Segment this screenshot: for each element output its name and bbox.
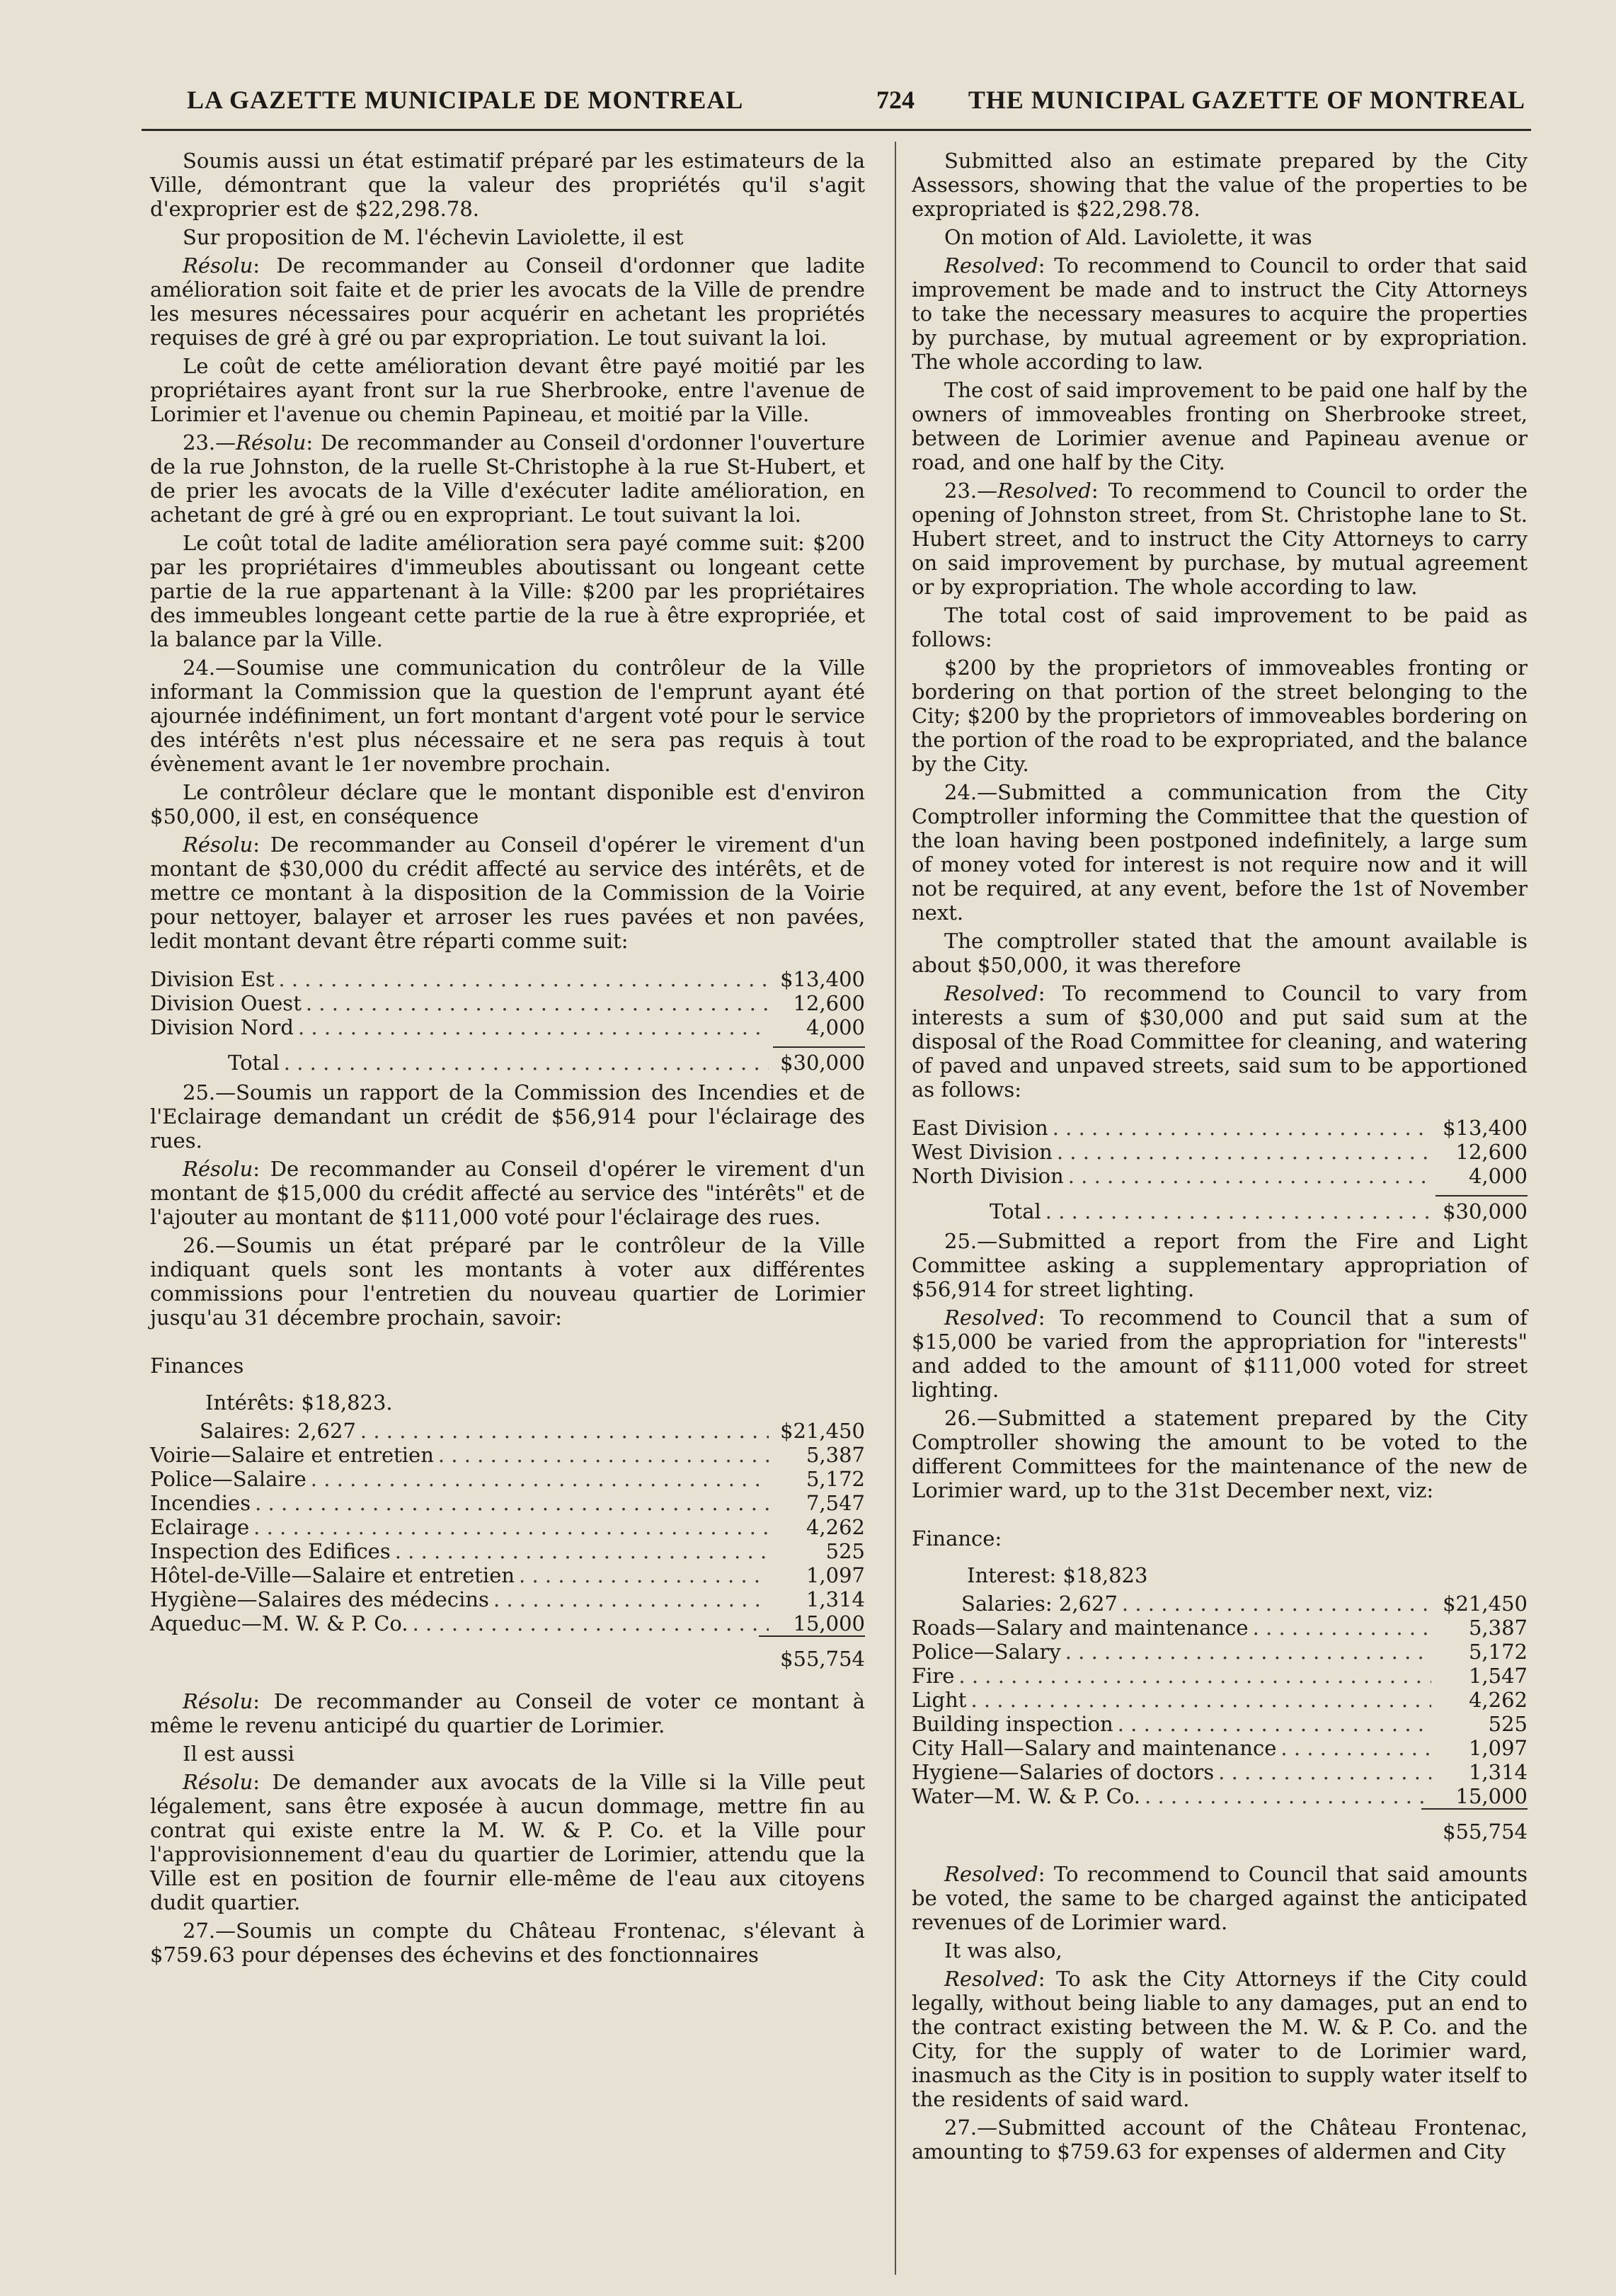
total-row: Total . . . $30,000 [912, 1195, 1528, 1219]
table-row: City Hall—Salary and maintenance . . . 1,097 [912, 1736, 1528, 1760]
resolution-label: Resolved [944, 1862, 1038, 1886]
paragraph: Résolu: De recommander au Conseil d'opérer le virement d'un montant de $15,000 du crédit affecté au service des "intérêts" et de l'ajouter au montant de $111,000 voté pour l'éclairage des rues. [150, 1157, 865, 1229]
grand-total: $55,754 [759, 1635, 865, 1671]
table-row: Hygiène—Salaires des médecins . . . 1,314 [150, 1587, 865, 1611]
paragraph: Le coût de cette amélioration devant être payé moitié par les propriétaires ayant front sur la rue Sherbrooke, entre l'avenue de Lorimier et l'avenue ou chemin Papineau, et moitié par la Ville. [150, 354, 865, 426]
paragraph: Resolved: To ask the City Attorneys if the City could legally, without being liable to any damages, put an end to the contract existing between the M. W. & P. Co. and the City, for the supply of water to de Lorimier ward, inasmuch as the City is in position to supply water itself to the residents of said ward. [912, 1967, 1528, 2111]
interest-line: Intérêts: $18,823. [205, 1390, 393, 1415]
column-divider [895, 142, 896, 2275]
paragraph: Soumis aussi un état estimatif préparé par les estimateurs de la Ville, démontrant que la valeur des propriétés qu'il s'agit d'exproprier est de $22,298.78. [150, 149, 865, 221]
table-row: Eclairage . . . 4,262 [150, 1515, 865, 1539]
table-row: East Division . . . $13,400 [912, 1116, 1528, 1140]
paragraph: Resolved: To recommend to Council to vary from interests a sum of $30,000 and put said sum at the disposal of the Road Committee for cleaning, and watering of paved and unpaved streets, said sum to be apportioned as follows: [912, 981, 1528, 1102]
paragraph: 27.—Submitted account of the Château Frontenac, amounting to $759.63 for expenses of aldermen and City [912, 2115, 1528, 2164]
header-title-english: THE MUNICIPAL GAZETTE OF MONTREAL [968, 86, 1525, 114]
table-row: Division Nord . . . 4,000 [150, 1015, 865, 1039]
paragraph: 24.—Submitted a communication from the City Comptroller informing the Committee that the question of the loan having been postponed indefinitely, a large sum of money voted for interest is not require now and it will not be required, at any event, before the 1st of November next. [912, 780, 1528, 925]
table-row: Roads—Salary and maintenance . . . 5,387 [912, 1616, 1528, 1640]
table-row: Water—M. W. & P. Co. . . . 15,000 [912, 1784, 1528, 1808]
resolution-label: Resolved [944, 1967, 1038, 1991]
table-row: Incendies . . . 7,547 [150, 1491, 865, 1515]
table-row: North Division . . . 4,000 [912, 1164, 1528, 1188]
table-row: Light . . . 4,262 [912, 1688, 1528, 1712]
table-row: Hôtel-de-Ville—Salaire et entretien . . . 1,097 [150, 1563, 865, 1587]
english-column [912, 149, 1528, 2168]
paragraph: The comptroller stated that the amount available is about $50,000, it was therefore [912, 929, 1528, 977]
paragraph: The cost of said improvement to be paid one half by the owners of immoveables fronting on Sherbrooke street, between de Lorimier avenue and Papineau avenue or road, and one half by the City. [912, 378, 1528, 474]
paragraph: Submitted also an estimate prepared by the City Assessors, showing that the value of the properties to be expropriated is $22,298.78. [912, 149, 1528, 221]
paragraph: $200 by the proprietors of immoveables fronting or bordering on that portion of the street belonging to the City; $200 by the proprietors of immoveables bordering on the portion of the road to be expropriated, and the balance by the City. [912, 656, 1528, 776]
resolution-label: Resolved [944, 981, 1038, 1005]
paragraph: Le coût total de ladite amélioration sera payé comme suit: $200 par les propriétaires d'immeubles aboutissant ou longeant cette partie de la rue appartenant à la Ville: $200 par les propriétaires des immeubles longeant cette partie de la rue à être expropriée, et la balance par la Ville. [150, 531, 865, 651]
resolution-label: Résolu [183, 1689, 253, 1713]
paragraph: It was also, [944, 1938, 1062, 1963]
paragraph: 24.—Soumise une communication du contrôleur de la Ville informant la Commission que la question de l'emprunt ayant été ajournée indéfiniment, un fort montant d'argent voté pour le service des intérêts n'est plus nécessaire et ne sera pas requis à tout évènement avant le 1er novembre prochain. [150, 656, 865, 776]
resolution-label: Résolu [183, 253, 253, 278]
paragraph: Résolu: De demander aux avocats de la Ville si la Ville peut légalement, sans être exposée à aucun dommage, mettre fin au contrat qui existe entre la M. W. & P. Co. et la Ville pour l'approvisionnement d'eau du quartier de Lorimier, attendu que la Ville est en position de fournir elle-même de l'eau aux citoyens dudit quartier. [150, 1770, 865, 1914]
table-row: Hygiene—Salaries of doctors . . . 1,314 [912, 1760, 1528, 1784]
paragraph: Resolved: To recommend to Council to order that said improvement be made and to instruct the City Attorneys to take the necessary measures to acquire the properties by purchase, by mutual agreement or by expropriation. The whole according to law. [912, 253, 1528, 374]
french-column [150, 149, 865, 1971]
paragraph: Resolved: To recommend to Council that a sum of $15,000 be varied from the appropriation for "interests" and added to the amount of $111,000 voted for street lighting. [912, 1306, 1528, 1402]
table-row: Division Ouest . . . 12,600 [150, 991, 865, 1015]
paragraph: 26.—Soumis un état préparé par le contrôleur de la Ville indiquant quels sont les montants à voter aux différentes commissions pour l'entretien du nouveau quartier de Lorimier jusqu'au 31 décembre prochain, savoir: [150, 1233, 865, 1330]
grand-total: $55,754 [1421, 1808, 1528, 1844]
resolution-label: Résolu [183, 1770, 253, 1794]
resolution-label: Résolu [183, 833, 253, 857]
paragraph: The total cost of said improvement to be paid as follows: [912, 603, 1528, 651]
paragraph: Il est aussi [183, 1742, 294, 1766]
table-row: Fire . . . 1,547 [912, 1664, 1528, 1688]
section-heading: Finance: [912, 1526, 1002, 1550]
total-row: Total . . . $30,000 [150, 1046, 865, 1070]
paragraph: Résolu: De recommander au Conseil d'ordonner que ladite amélioration soit faite et de prier les avocats de la Ville de prendre les mesures nécessaires pour acquérir en achetant les propriétés requises de gré à gré ou par expropriation. Le tout suivant la loi. [150, 253, 865, 350]
table-row: Inspection des Edifices . . . 525 [150, 1539, 865, 1563]
table-row: Voirie—Salaire et entretien . . . 5,387 [150, 1443, 865, 1467]
paragraph: Le contrôleur déclare que le montant disponible est d'environ $50,000, il est, en conséquence [150, 780, 865, 828]
section-heading: Finances [150, 1354, 244, 1378]
table-row: Division Est . . . $13,400 [150, 967, 865, 991]
table-row: Police—Salaire . . . 5,172 [150, 1467, 865, 1491]
table-row: West Division . . . 12,600 [912, 1140, 1528, 1164]
table-row: Aqueduc—M. W. & P. Co. . . . 15,000 [150, 1611, 865, 1635]
paragraph: 25.—Submitted a report from the Fire and Light Committee asking a supplementary appropriation of $56,914 for street lighting. [912, 1229, 1528, 1301]
paragraph: 25.—Soumis un rapport de la Commission des Incendies et de l'Eclairage demandant un crédit de $56,914 pour l'éclairage des rues. [150, 1080, 865, 1153]
resolution-label: Resolved [944, 1306, 1038, 1330]
resolution-label: Resolved [997, 479, 1091, 503]
paragraph: 26.—Submitted a statement prepared by the City Comptroller showing the amount to be voted to the different Committees for the maintenance of the new de Lorimier ward, up to the 31st December next, viz: [912, 1406, 1528, 1502]
page-header [142, 79, 1531, 131]
page-number: 724 [876, 86, 915, 114]
paragraph: Resolved: To recommend to Council that said amounts be voted, the same to be charged against the anticipated revenues of de Lorimier ward. [912, 1862, 1528, 1934]
paragraph: Résolu: De recommander au Conseil de voter ce montant à même le revenu anticipé du quartier de Lorimier. [150, 1689, 865, 1737]
table-row: Police—Salary . . . 5,172 [912, 1640, 1528, 1664]
paragraph: On motion of Ald. Laviolette, it was [944, 225, 1312, 249]
interest-line: Interest: $18,823 [967, 1563, 1148, 1587]
paragraph: 23.—Résolu: De recommander au Conseil d'ordonner l'ouverture de la rue Johnston, de la ruelle St-Christophe à la rue St-Hubert, et de prier les avocats de la Ville d'exécuter ladite amélioration, en achetant de gré à gré ou en expropriant. Le tout suivant la loi. [150, 430, 865, 527]
table-row: Building inspection . . . 525 [912, 1712, 1528, 1736]
paragraph: 23.—Resolved: To recommend to Council to order the opening of Johnston street, from St. Christophe lane to St. Hubert street, and to instruct the City Attorneys to carry on said improvement by purchase, by mutual agreement or by expropriation. The whole according to law. [912, 479, 1528, 599]
paragraph: Résolu: De recommander au Conseil d'opérer le virement d'un montant de $30,000 du crédit affecté au service des intérêts, et de mettre ce montant à la disposition de la Commission de la Voirie pour nettoyer, balayer et arroser les rues pavées et non pavées, ledit montant devant être réparti comme suit: [150, 833, 865, 953]
paragraph: Sur proposition de M. l'échevin Laviolette, il est [183, 225, 684, 249]
table-row: Salaires: 2,627 . . . $21,450 [150, 1419, 865, 1443]
paragraph: 27.—Soumis un compte du Château Frontenac, s'élevant à $759.63 pour dépenses des échevins et des fonctionnaires [150, 1919, 865, 1967]
resolution-label: Resolved [944, 253, 1038, 278]
table-row: Salaries: 2,627 . . . $21,450 [912, 1592, 1528, 1616]
resolution-label: Résolu [183, 1157, 253, 1181]
header-title-french: LA GAZETTE MUNICIPALE DE MONTREAL [187, 86, 744, 114]
resolution-label: Résolu [236, 430, 306, 455]
